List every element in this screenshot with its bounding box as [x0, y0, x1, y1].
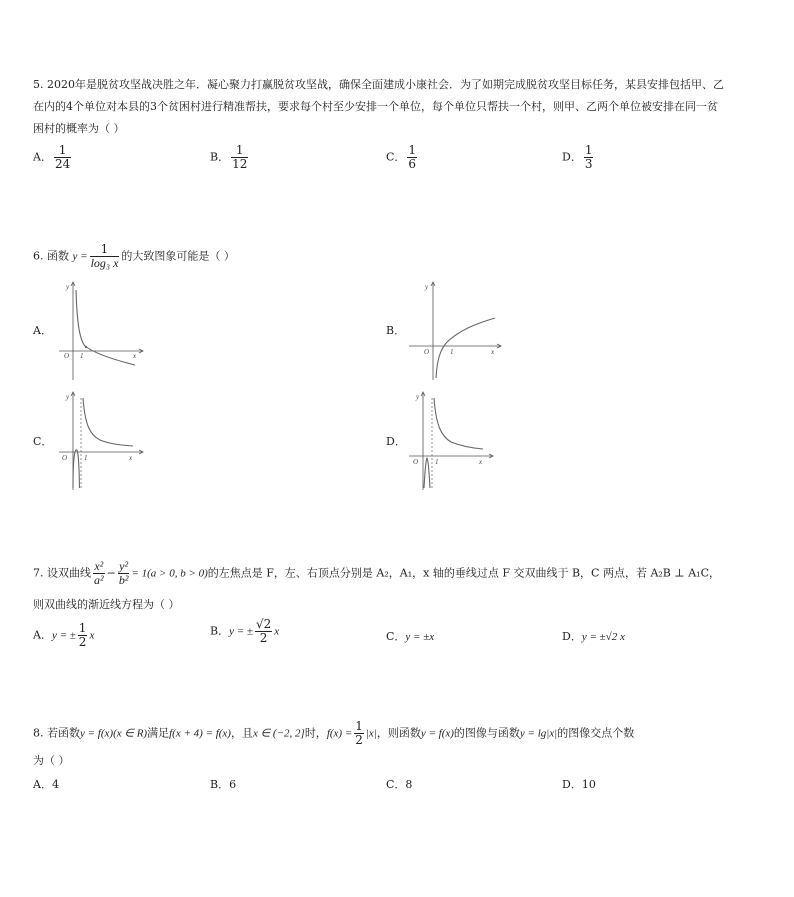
- q8-stem: 8. 若函数y = f(x)(x ∈ R)满足f(x + 4) = f(x)，且x ∈ (−2, 2]时，f(x) = $\frac{1}{2}$ |x|，则函数y = f(x)的图像与函数y = lg|x|的图像交点个数: [33, 719, 635, 747]
- q8-option-c[interactable]: C．8: [386, 778, 413, 791]
- q6-option-b-label[interactable]: B．: [386, 324, 406, 337]
- graph-c-origin: O: [62, 454, 68, 462]
- q7-option-a[interactable]: A．y = ± $\frac{1}{2}$ x: [33, 621, 95, 649]
- q5-option-a[interactable]: A． $\frac{1}{24}$: [33, 143, 71, 171]
- q6-graph-b[interactable]: [405, 280, 505, 382]
- q8-option-d[interactable]: D．10: [562, 778, 596, 791]
- q6-option-a-label[interactable]: A．: [33, 324, 52, 337]
- q6-option-d-label[interactable]: D．: [386, 435, 406, 448]
- q5-line2: 在内的4个单位对本县的3个贫困村进行精准帮扶，要求每个村至少安排一个单位，每个单位只帮扶一个村，则甲、乙两个单位被安排在同一贫: [33, 100, 718, 113]
- q7-option-d[interactable]: D．y = ±√2 x: [562, 630, 625, 643]
- graph-a-one: 1: [80, 352, 84, 360]
- q5-line1: 5. 2020年是脱贫攻坚战决胜之年．凝心聚力打赢脱贫攻坚战，确保全面建成小康社会．为了如期完成脱贫攻坚目标任务，某县安排包括甲、乙: [33, 78, 724, 91]
- q6-option-c-label[interactable]: C．: [33, 435, 53, 448]
- graph-a-y-label: y: [66, 283, 70, 291]
- q8-line2: 为（ ）: [33, 754, 70, 767]
- q6-graph-a[interactable]: [55, 280, 145, 382]
- graph-b-x-label: x: [491, 348, 495, 356]
- graph-b-one: 1: [450, 348, 454, 356]
- q7-option-b[interactable]: B．y = ± $\frac{√2}{2}$ x: [210, 617, 280, 645]
- graph-d-x-label: x: [479, 458, 483, 466]
- q7-stem: 7. 设双曲线 $\frac{\text{x²}}{\text{a²}}$ − $\frac{\text{y²}}{\text{b²}}$ = 1(a > 0, b > 0)的左焦点是 F，左、右顶点分别是 A₂，A₁，x 轴的垂线过点 F 交双曲线于 B，C 两点，若 A₂B ⊥ A₁C，: [33, 559, 720, 587]
- q5-option-b[interactable]: B． $\frac{1}{12}$: [210, 143, 248, 171]
- graph-a-origin: O: [64, 352, 70, 360]
- graph-b-y-label: y: [425, 283, 429, 291]
- q7-option-c[interactable]: C．y = ±x: [386, 630, 435, 643]
- graph-c-one: 1: [84, 454, 88, 462]
- q6-stem: 6. 函数 y = $\frac{1}{\text{log₃ x}}$ 的大致图象可能是（ ）: [33, 242, 235, 270]
- q5-line3: 困村的概率为（ ）: [33, 122, 125, 135]
- q7-line2: 则双曲线的渐近线方程为（ ）: [33, 598, 180, 611]
- graph-d-one: 1: [435, 458, 439, 466]
- graph-b-origin: O: [424, 348, 430, 356]
- graph-d-y-label: y: [416, 393, 420, 401]
- graph-d-origin: O: [413, 458, 419, 466]
- q6-graph-d[interactable]: [405, 390, 505, 492]
- q5-option-c[interactable]: C． $\frac{1}{6}$: [386, 143, 417, 171]
- q8-option-b[interactable]: B．6: [210, 778, 237, 791]
- graph-c-x-label: x: [129, 454, 133, 462]
- q5-option-d[interactable]: D． $\frac{1}{3}$: [562, 143, 593, 171]
- q8-option-a[interactable]: A．4: [33, 778, 59, 791]
- graph-a-x-label: x: [133, 352, 137, 360]
- q6-graph-c[interactable]: [55, 390, 145, 492]
- graph-c-y-label: y: [66, 393, 70, 401]
